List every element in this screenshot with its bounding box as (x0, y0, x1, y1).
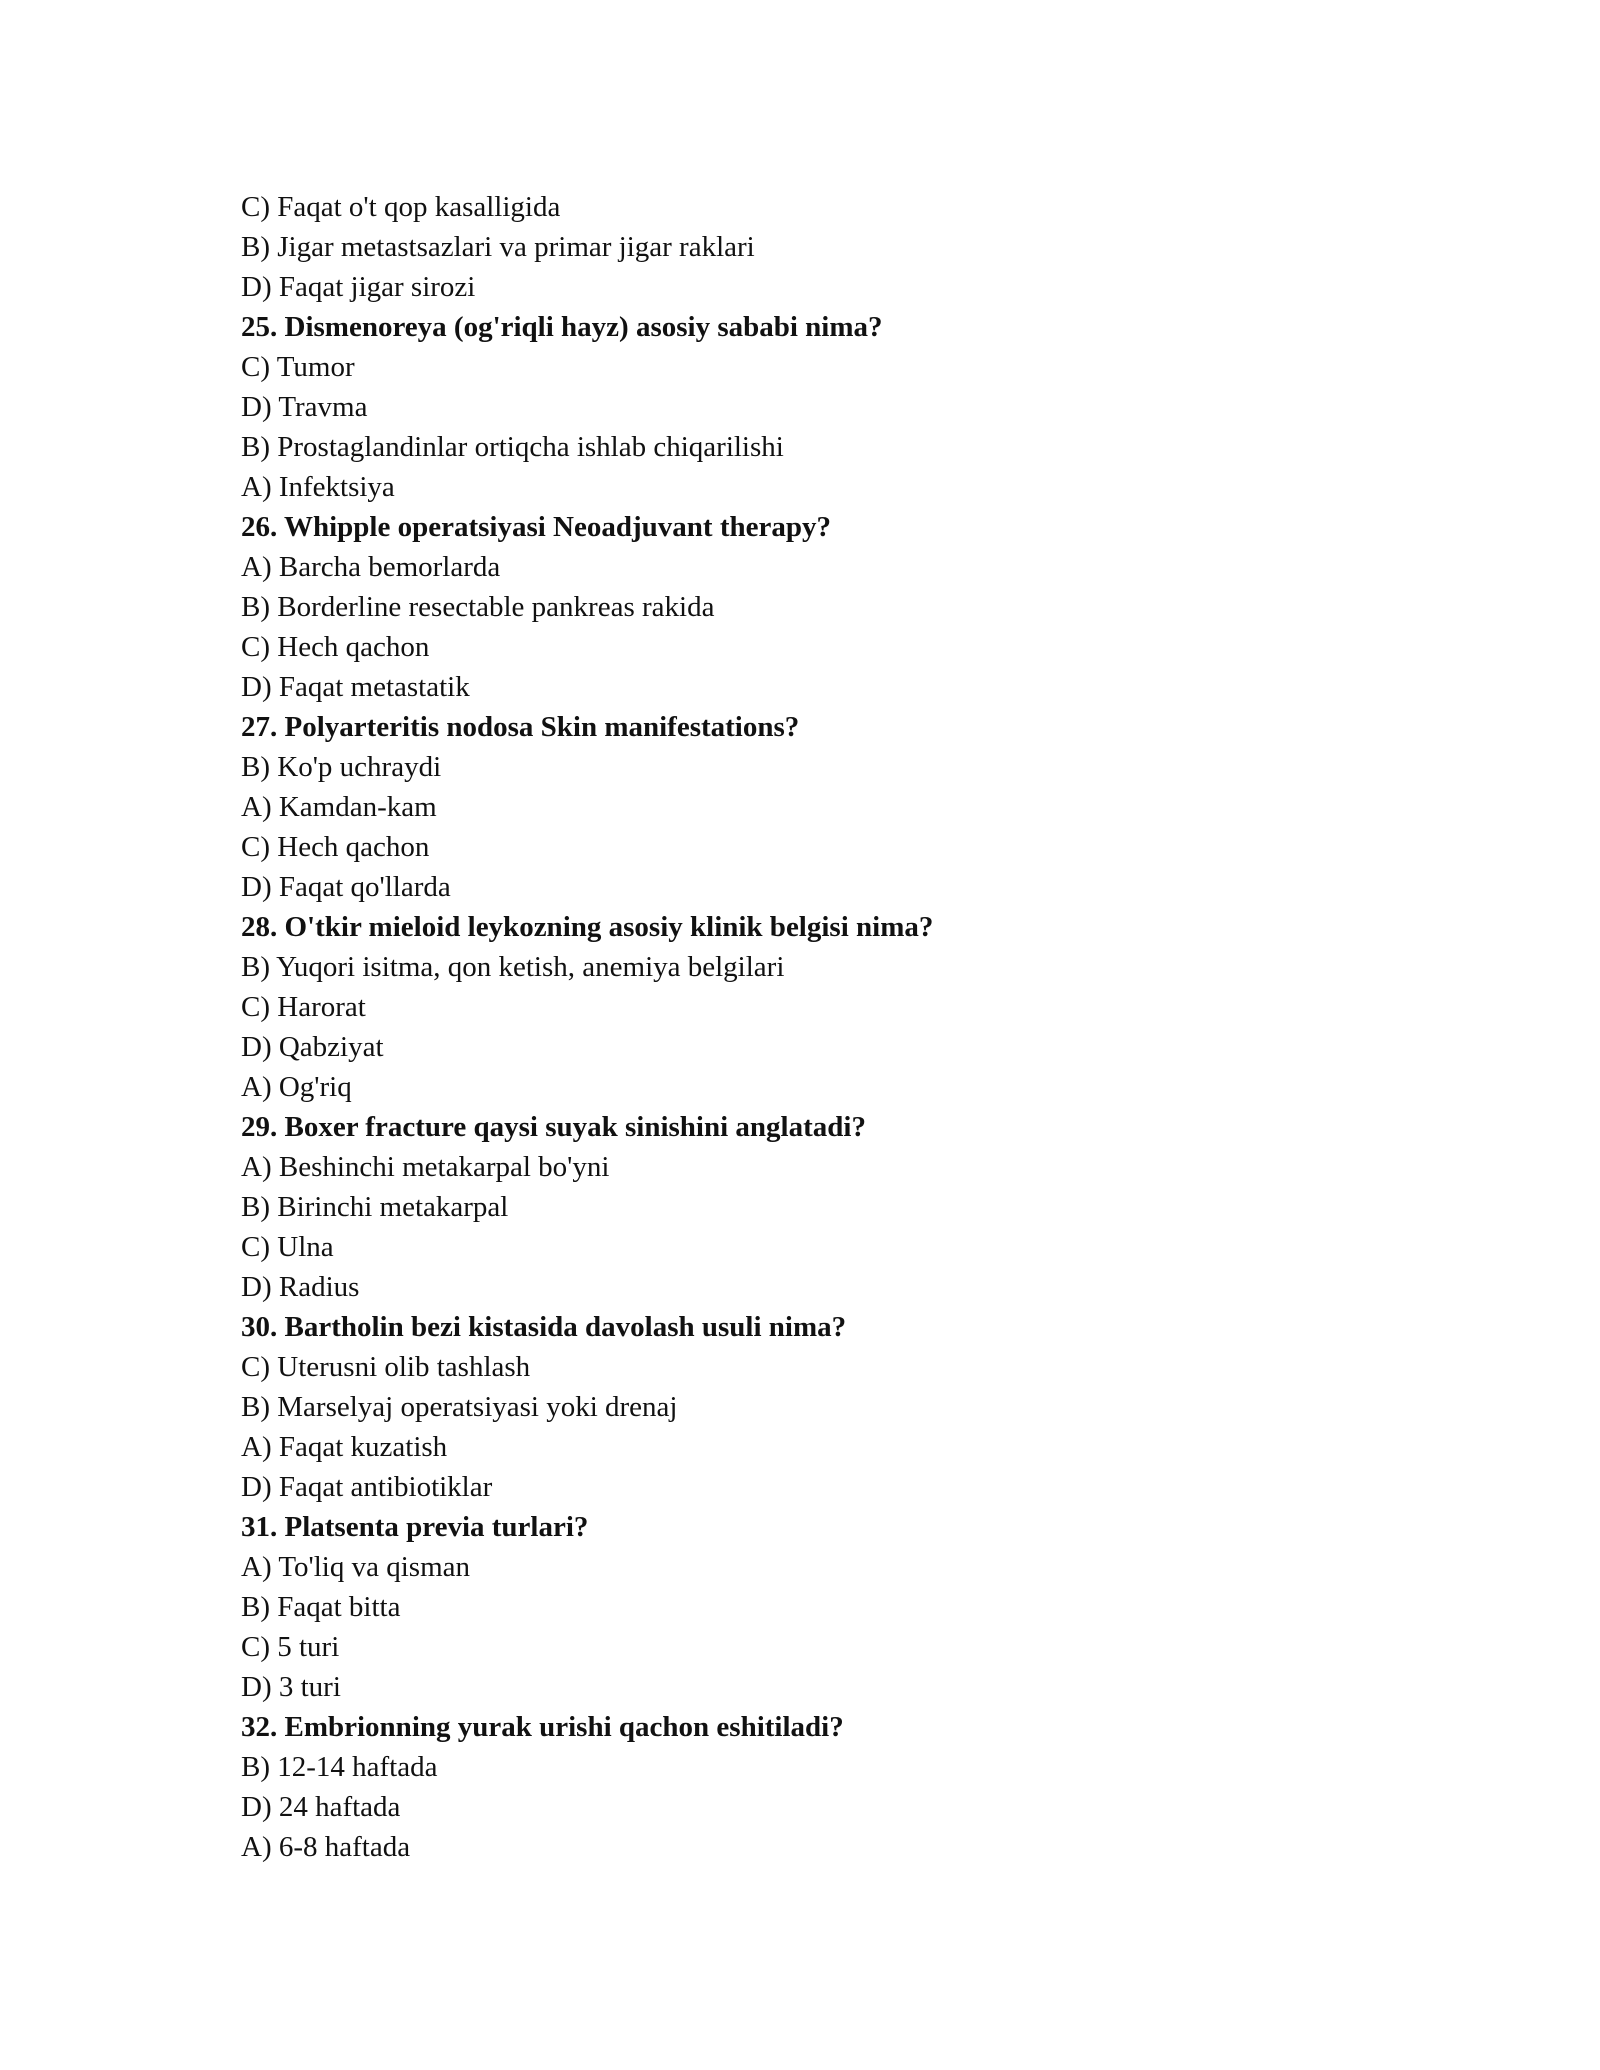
option-line: D) 3 turi (241, 1671, 341, 1703)
option-line: B) Jigar metastsazlari va primar jigar raklari (241, 231, 755, 263)
option-line: D) Faqat antibiotiklar (241, 1471, 493, 1503)
option-line: A) 6-8 haftada (241, 1831, 411, 1863)
option-line: B) Faqat bitta (241, 1591, 401, 1623)
option-line: C) Hech qachon (241, 631, 430, 663)
option-line: D) Radius (241, 1271, 360, 1303)
option-line: B) Marselyaj operatsiyasi yoki drenaj (241, 1391, 678, 1423)
option-line: A) Beshinchi metakarpal bo'yni (241, 1151, 610, 1183)
option-line: A) Og'riq (241, 1071, 352, 1103)
question-28: 28. O'tkir mieloid leykozning asosiy klinik belgisi nima? (241, 911, 934, 943)
option-line: A) To'liq va qisman (241, 1551, 470, 1583)
option-line: B) Birinchi metakarpal (241, 1191, 509, 1223)
option-line: B) Borderline resectable pankreas rakida (241, 591, 715, 623)
option-line: A) Infektsiya (241, 471, 395, 503)
option-line: C) Ulna (241, 1231, 334, 1263)
option-line: C) Faqat o't qop kasalligida (241, 191, 561, 223)
option-line: B) Ko'p uchraydi (241, 751, 442, 783)
option-line: D) Faqat qo'llarda (241, 871, 451, 903)
option-line: C) 5 turi (241, 1631, 340, 1663)
option-line: A) Kamdan-kam (241, 791, 437, 823)
option-line: C) Hech qachon (241, 831, 430, 863)
option-line: C) Tumor (241, 351, 355, 383)
option-line: A) Faqat kuzatish (241, 1431, 448, 1463)
option-line: D) Faqat metastatik (241, 671, 470, 703)
question-30: 30. Bartholin bezi kistasida davolash usuli nima? (241, 1311, 847, 1343)
option-line: C) Uterusni olib tashlash (241, 1351, 531, 1383)
question-31: 31. Platsenta previa turlari? (241, 1511, 589, 1543)
option-line: B) Prostaglandinlar ortiqcha ishlab chiqarilishi (241, 431, 784, 463)
question-29: 29. Boxer fracture qaysi suyak sinishini anglatadi? (241, 1111, 866, 1143)
option-line: D) 24 haftada (241, 1791, 401, 1823)
option-line: D) Travma (241, 391, 368, 423)
option-line: A) Barcha bemorlarda (241, 551, 501, 583)
question-25: 25. Dismenoreya (og'riqli hayz) asosiy sababi nima? (241, 311, 883, 343)
option-line: B) Yuqori isitma, qon ketish, anemiya belgilari (241, 951, 785, 983)
option-line: C) Harorat (241, 991, 366, 1023)
question-27: 27. Polyarteritis nodosa Skin manifestations? (241, 711, 800, 743)
option-line: B) 12-14 haftada (241, 1751, 438, 1783)
option-line: D) Faqat jigar sirozi (241, 271, 476, 303)
question-26: 26. Whipple operatsiyasi Neoadjuvant therapy? (241, 511, 831, 543)
quiz-content (241, 187, 1441, 1867)
question-32: 32. Embrionning yurak urishi qachon eshitiladi? (241, 1711, 844, 1743)
option-line: D) Qabziyat (241, 1031, 384, 1063)
